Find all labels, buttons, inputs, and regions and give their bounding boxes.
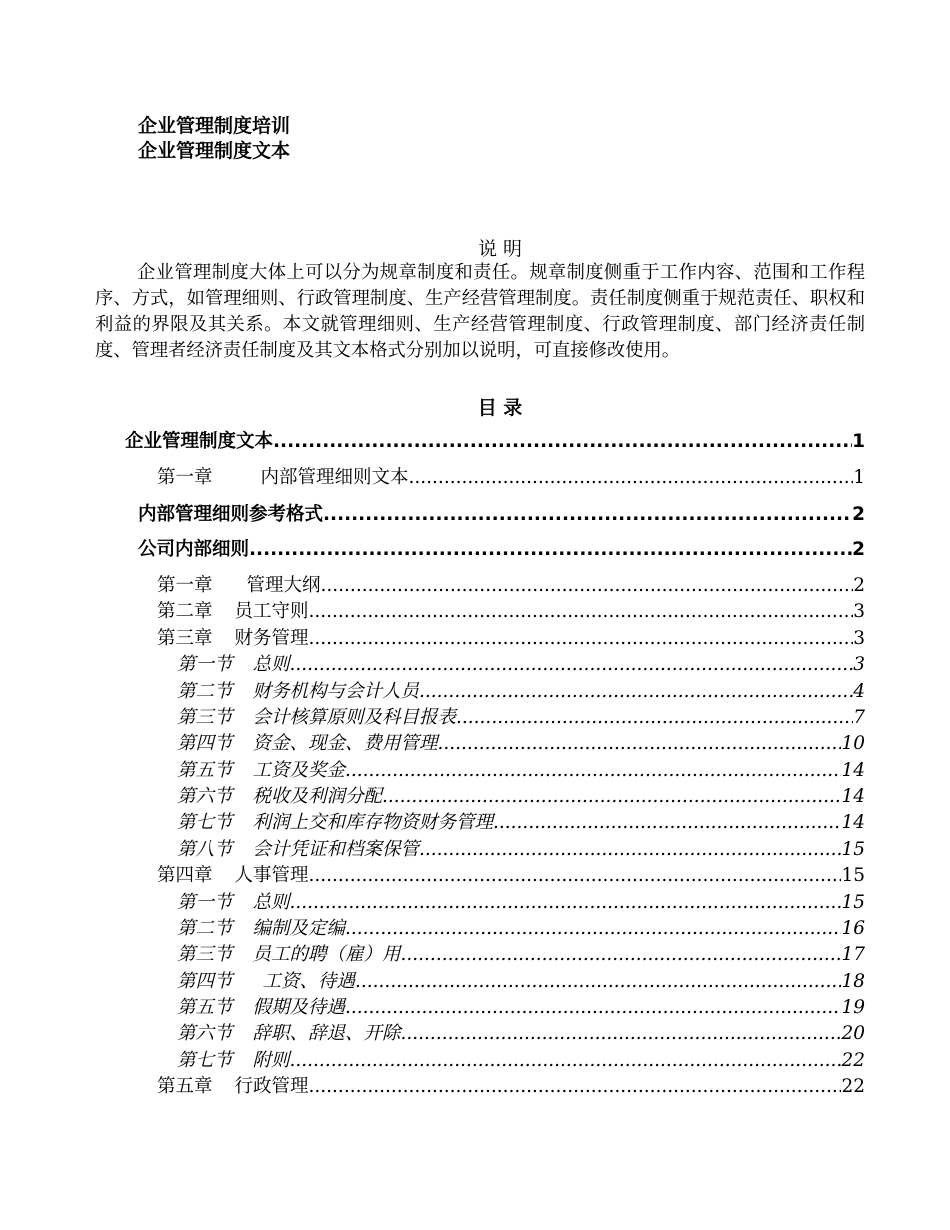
toc-page-number: 1: [852, 431, 865, 452]
toc-entry-label: 第六节: [177, 786, 233, 807]
toc-entry[interactable]: [157, 574, 865, 598]
toc-entry-label: 第七节: [177, 1050, 233, 1071]
toc-entry[interactable]: [177, 653, 865, 677]
toc-page-number: 2: [853, 575, 865, 596]
toc-entry-text: [177, 1022, 401, 1046]
toc-entry-text: [177, 891, 290, 915]
toc-entry-text: [138, 503, 323, 527]
toc-page-number: 1: [853, 467, 865, 488]
toc-dot-leader: [345, 759, 841, 783]
toc-entry-title: 利润上交和库存物资财务管理: [252, 812, 494, 833]
toc-page-number: 22: [841, 1076, 865, 1097]
toc-entry-text: [177, 759, 345, 783]
toc-heading: 目 录: [477, 397, 523, 419]
intro-heading: 说 明: [477, 238, 523, 260]
toc-dot-leader: [309, 600, 854, 624]
toc-entry-label: 第一节: [177, 654, 233, 675]
toc-entry-label: 第三节: [177, 707, 233, 728]
toc-entry[interactable]: [177, 680, 865, 704]
toc-entry-title: 人事管理: [234, 865, 309, 886]
toc-entry-text: [157, 1075, 309, 1099]
toc-page-number: 14: [841, 760, 865, 781]
toc-entry[interactable]: [177, 838, 865, 862]
toc-dot-leader: [273, 430, 852, 454]
toc-entry-label: 第一章: [157, 467, 213, 488]
toc-dot-leader: [401, 1022, 842, 1046]
toc-entry-title: 员工守则: [234, 601, 309, 622]
toc-entry-text: [157, 466, 409, 490]
toc-entry[interactable]: [177, 811, 865, 835]
toc-page-number: 17: [841, 944, 865, 965]
toc-dot-leader: [419, 680, 853, 704]
toc-entry-label: 第二章: [157, 601, 213, 622]
toc-entry-text: [177, 785, 382, 809]
toc-entry[interactable]: [138, 538, 865, 562]
toc-entry[interactable]: [177, 759, 865, 783]
toc-entry-title: 员工的聘（雇）用: [252, 944, 401, 965]
toc-entry-text: [177, 1049, 290, 1073]
toc-entry-label: 第八节: [177, 839, 233, 860]
toc-entry-label: 第五节: [177, 760, 233, 781]
toc-entry-text: [177, 996, 345, 1020]
toc-page-number: 14: [841, 786, 865, 807]
toc-dot-leader: [321, 574, 854, 598]
toc-entry-label: 第四节: [177, 733, 233, 754]
toc-page-number: 20: [841, 1023, 865, 1044]
toc-entry[interactable]: [157, 1075, 865, 1099]
toc-entry-text: [177, 706, 456, 730]
toc-entry[interactable]: [177, 996, 865, 1020]
toc-dot-leader: [345, 996, 841, 1020]
toc-entry[interactable]: [177, 891, 865, 915]
toc-dot-leader: [290, 891, 842, 915]
document-title-training: 企业管理制度培训: [138, 115, 291, 137]
toc-entry-title: 总则: [252, 892, 290, 913]
toc-entry[interactable]: [177, 1049, 865, 1073]
toc-entry-text: [157, 600, 309, 624]
toc-dot-leader: [438, 732, 842, 756]
toc-entry-text: [157, 574, 321, 598]
toc-dot-leader: [323, 503, 852, 527]
toc-dot-leader: [401, 943, 842, 967]
toc-entry-text: [177, 732, 438, 756]
toc-page-number: 14: [841, 812, 865, 833]
toc-entry-label: 公司内部细则: [138, 539, 250, 560]
toc-dot-leader: [290, 653, 854, 677]
toc-entry[interactable]: [138, 503, 865, 527]
toc-entry[interactable]: [177, 785, 865, 809]
toc-entry-title: 管理大纲: [246, 575, 321, 596]
toc-entry-label: 第四节: [177, 971, 233, 992]
toc-dot-leader: [309, 1075, 842, 1099]
toc-entry-text: [177, 943, 401, 967]
toc-entry[interactable]: [177, 706, 865, 730]
toc-dot-leader: [409, 466, 854, 490]
toc-dot-leader: [309, 864, 842, 888]
toc-page-number: 15: [841, 892, 865, 913]
toc-entry-label: 第五节: [177, 997, 233, 1018]
toc-entry-label: 企业管理制度文本: [125, 431, 274, 452]
toc-entry-title: 财务管理: [234, 628, 309, 649]
toc-entry[interactable]: [157, 627, 865, 651]
toc-entry-text: [138, 538, 249, 562]
toc-entry-title: 工资、待遇: [262, 971, 356, 992]
toc-entry-title: 假期及待遇: [252, 997, 346, 1018]
toc-dot-leader: [309, 627, 854, 651]
toc-entry-label: 第一章: [157, 575, 213, 596]
toc-entry[interactable]: [157, 466, 865, 490]
toc-entry-label: 第一节: [177, 892, 233, 913]
toc-entry-label: 第五章: [157, 1076, 213, 1097]
toc-page-number: 22: [841, 1050, 865, 1071]
toc-dot-leader: [456, 706, 853, 730]
toc-entry-label: 第二节: [177, 681, 233, 702]
toc-entry-label: 第四章: [157, 865, 213, 886]
toc-entry[interactable]: [157, 864, 865, 888]
toc-entry-title: 附则: [252, 1050, 290, 1071]
toc-entry-label: 第三节: [177, 944, 233, 965]
toc-dot-leader: [493, 811, 841, 835]
toc-page-number: 10: [841, 733, 865, 754]
toc-entry[interactable]: [177, 917, 865, 941]
toc-entry-label: 第二节: [177, 918, 233, 939]
toc-entry-text: [177, 653, 290, 677]
toc-page-number: 16: [841, 918, 865, 939]
toc-entry-text: [177, 811, 493, 835]
toc-entry-text: [177, 917, 345, 941]
toc-dot-leader: [345, 917, 841, 941]
toc-page-number: 3: [853, 654, 865, 675]
toc-entry-title: 总则: [252, 654, 290, 675]
toc-entry-text: [157, 864, 309, 888]
toc-dot-leader: [419, 838, 841, 862]
toc-entry-title: 辞职、辞退、开除: [252, 1023, 401, 1044]
document-title-text: 企业管理制度文本: [138, 140, 291, 162]
toc-entry[interactable]: [125, 430, 865, 454]
toc-entry-title: 编制及定编: [252, 918, 346, 939]
toc-page-number: 18: [841, 971, 865, 992]
toc-entry-text: [125, 430, 273, 454]
toc-page-number: 2: [852, 504, 865, 525]
toc-page-number: 19: [841, 997, 865, 1018]
toc-entry[interactable]: [177, 970, 865, 994]
toc-entry-text: [177, 838, 419, 862]
toc-entry-label: 第三章: [157, 628, 213, 649]
toc-page-number: 15: [841, 839, 865, 860]
toc-entry-title: 税收及利润分配: [252, 786, 383, 807]
toc-entry-label: 第六节: [177, 1023, 233, 1044]
toc-entry-title: 会计核算原则及科目报表: [252, 707, 457, 728]
toc-entry-title: 会计凭证和档案保管: [252, 839, 420, 860]
toc-entry-title: 工资及奖金: [252, 760, 346, 781]
toc-entry-title: 行政管理: [234, 1076, 309, 1097]
toc-entry-label: 第七节: [177, 812, 233, 833]
toc-entry[interactable]: [177, 1022, 865, 1046]
toc-entry-text: [177, 680, 419, 704]
toc-page-number: 2: [852, 539, 865, 560]
toc-dot-leader: [290, 1049, 842, 1073]
toc-entry-text: [177, 970, 355, 994]
toc-page-number: 7: [853, 707, 865, 728]
toc-page-number: 3: [853, 601, 865, 622]
toc-dot-leader: [249, 538, 852, 562]
toc-entry-title: 内部管理细则文本: [260, 467, 409, 488]
toc-dot-leader: [355, 970, 841, 994]
toc-dot-leader: [382, 785, 841, 809]
toc-entry-title: 资金、现金、费用管理: [252, 733, 438, 754]
toc-entry-text: [157, 627, 309, 651]
toc-entry[interactable]: [177, 732, 865, 756]
toc-page-number: 15: [841, 865, 865, 886]
toc-entry[interactable]: [177, 943, 865, 967]
intro-paragraph: 企业管理制度大体上可以分为规章制度和责任。规章制度侧重于工作内容、范围和工作程序、方式，如管理细则、行政管理制度、生产经营管理制度。责任制度侧重于规范责任、职权和利益的界限及其关系。本文就管理细则、生产经营管理制度、行政管理制度、部门经济责任制度、管理者经济责任制度及其文本格式分别加以说明，可直接修改使用。: [95, 262, 865, 361]
toc-entry-title: 财务机构与会计人员: [252, 681, 420, 702]
toc-entry[interactable]: [157, 600, 865, 624]
toc-page-number: 4: [853, 681, 865, 702]
toc-entry-label: 内部管理细则参考格式: [138, 504, 324, 525]
toc-page-number: 3: [853, 628, 865, 649]
